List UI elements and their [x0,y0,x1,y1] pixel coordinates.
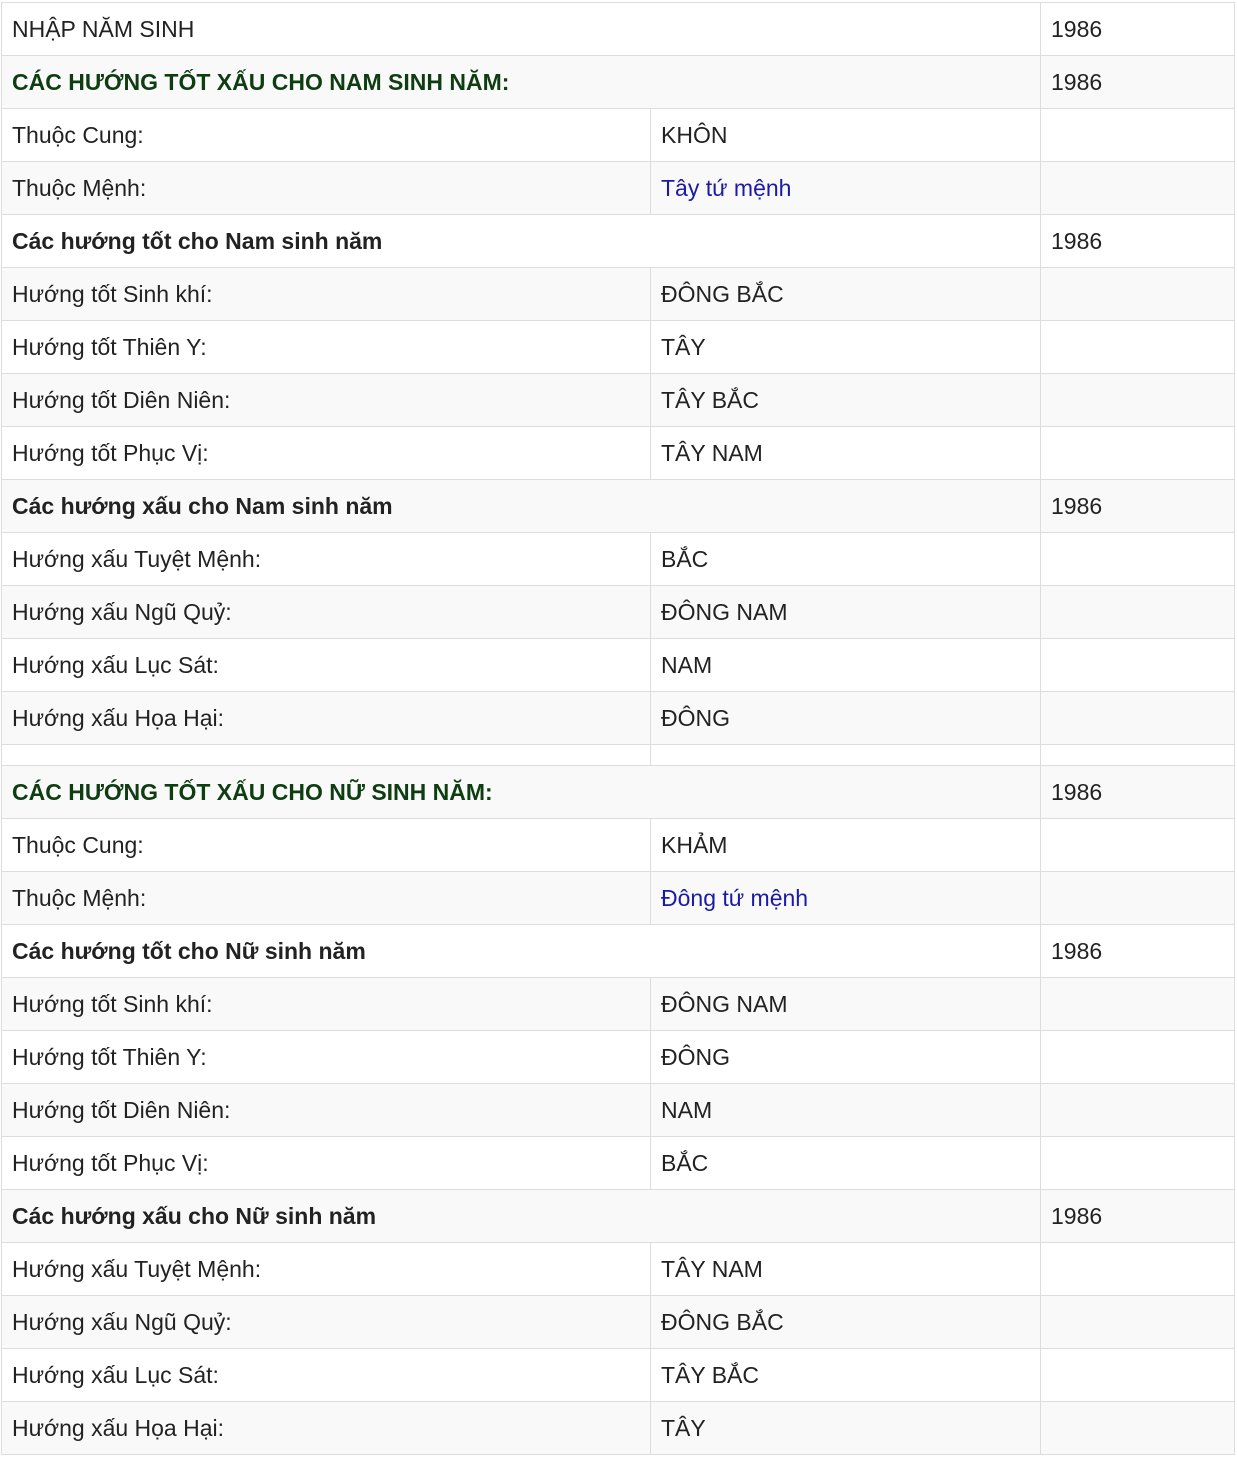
direction-label: Hướng xấu Lục Sát: [2,639,651,692]
direction-value: TÂY NAM [651,1243,1041,1296]
male-good-header-title: Các hướng tốt cho Nam sinh năm [2,215,1041,268]
direction-label: Hướng xấu Họa Hại: [2,692,651,745]
male-menh-label: Thuộc Mệnh: [2,162,651,215]
direction-value: NAM [651,639,1041,692]
direction-value: ĐÔNG BẮC [651,1296,1041,1349]
empty-cell [1041,1137,1235,1190]
direction-label: Hướng xấu Ngũ Quỷ: [2,1296,651,1349]
direction-value: ĐÔNG [651,1031,1041,1084]
birth-year-label: NHẬP NĂM SINH [2,3,1041,56]
male-menh-row [2,162,1235,215]
direction-label: Hướng tốt Phục Vị: [2,427,651,480]
direction-value: TÂY BẮC [651,1349,1041,1402]
female-cung-label: Thuộc Cung: [2,819,651,872]
empty-cell [1041,374,1235,427]
table-row [2,268,1235,321]
table-row [2,1296,1235,1349]
empty-cell [1041,586,1235,639]
direction-value: ĐÔNG [651,692,1041,745]
male-cung-value: KHÔN [651,109,1041,162]
empty-cell [1041,533,1235,586]
direction-label: Hướng tốt Diên Niên: [2,374,651,427]
direction-label: Hướng xấu Họa Hại: [2,1402,651,1455]
spacer-row [2,745,1235,766]
empty-cell [1041,1031,1235,1084]
direction-label: Hướng tốt Thiên Y: [2,321,651,374]
female-good-header-row [2,925,1235,978]
feng-shui-table-container [1,2,1234,1455]
table-row [2,692,1235,745]
table-row [2,533,1235,586]
female-good-header-title: Các hướng tốt cho Nữ sinh năm [2,925,1041,978]
direction-label: Hướng xấu Tuyệt Mệnh: [2,1243,651,1296]
direction-label: Hướng tốt Phục Vị: [2,1137,651,1190]
male-menh-value: Tây tứ mệnh [651,162,1041,215]
empty-cell [1041,745,1235,766]
empty-cell [1041,819,1235,872]
female-menh-row [2,872,1235,925]
birth-year-input-row [2,3,1235,56]
table-row [2,1243,1235,1296]
empty-cell [1041,162,1235,215]
male-cung-row [2,109,1235,162]
table-row [2,427,1235,480]
male-bad-header-year: 1986 [1041,480,1235,533]
male-good-header-row [2,215,1235,268]
empty-cell [2,745,651,766]
female-section-title: CÁC HƯỚNG TỐT XẤU CHO NỮ SINH NĂM: [2,766,1041,819]
direction-label: Hướng tốt Sinh khí: [2,978,651,1031]
female-menh-label: Thuộc Mệnh: [2,872,651,925]
male-good-header-year: 1986 [1041,215,1235,268]
empty-cell [1041,109,1235,162]
male-bad-header-title: Các hướng xấu cho Nam sinh năm [2,480,1041,533]
table-row [2,1137,1235,1190]
direction-label: Hướng xấu Ngũ Quỷ: [2,586,651,639]
table-row [2,321,1235,374]
direction-value: ĐÔNG NAM [651,586,1041,639]
table-row [2,1031,1235,1084]
direction-value: TÂY NAM [651,427,1041,480]
table-row [2,1349,1235,1402]
empty-cell [1041,1402,1235,1455]
direction-label: Hướng xấu Tuyệt Mệnh: [2,533,651,586]
table-row [2,1402,1235,1455]
empty-cell [1041,1296,1235,1349]
birth-year-value[interactable]: 1986 [1041,3,1235,56]
empty-cell [1041,321,1235,374]
direction-value: TÂY [651,1402,1041,1455]
female-menh-value: Đông tứ mệnh [651,872,1041,925]
direction-value: ĐÔNG NAM [651,978,1041,1031]
empty-cell [1041,639,1235,692]
table-row [2,586,1235,639]
female-bad-header-title: Các hướng xấu cho Nữ sinh năm [2,1190,1041,1243]
female-bad-header-row [2,1190,1235,1243]
empty-cell [1041,1084,1235,1137]
male-section-title: CÁC HƯỚNG TỐT XẤU CHO NAM SINH NĂM: [2,56,1041,109]
empty-cell [1041,978,1235,1031]
table-row [2,978,1235,1031]
empty-cell [1041,1349,1235,1402]
direction-value: ĐÔNG BẮC [651,268,1041,321]
empty-cell [1041,1243,1235,1296]
direction-label: Hướng xấu Lục Sát: [2,1349,651,1402]
direction-label: Hướng tốt Sinh khí: [2,268,651,321]
female-cung-row [2,819,1235,872]
direction-value: TÂY BẮC [651,374,1041,427]
direction-label: Hướng tốt Diên Niên: [2,1084,651,1137]
female-good-header-year: 1986 [1041,925,1235,978]
empty-cell [1041,872,1235,925]
direction-value: NAM [651,1084,1041,1137]
male-section-header-row [2,56,1235,109]
male-bad-header-row [2,480,1235,533]
male-section-year: 1986 [1041,56,1235,109]
female-cung-value: KHẢM [651,819,1041,872]
empty-cell [1041,268,1235,321]
empty-cell [651,745,1041,766]
table-row [2,374,1235,427]
empty-cell [1041,692,1235,745]
male-cung-label: Thuộc Cung: [2,109,651,162]
female-section-header-row [2,766,1235,819]
female-section-year: 1986 [1041,766,1235,819]
female-bad-header-year: 1986 [1041,1190,1235,1243]
table-row [2,1084,1235,1137]
direction-label: Hướng tốt Thiên Y: [2,1031,651,1084]
direction-value: BẮC [651,533,1041,586]
direction-value: TÂY [651,321,1041,374]
empty-cell [1041,427,1235,480]
direction-value: BẮC [651,1137,1041,1190]
table-row [2,639,1235,692]
feng-shui-table [1,2,1235,1455]
